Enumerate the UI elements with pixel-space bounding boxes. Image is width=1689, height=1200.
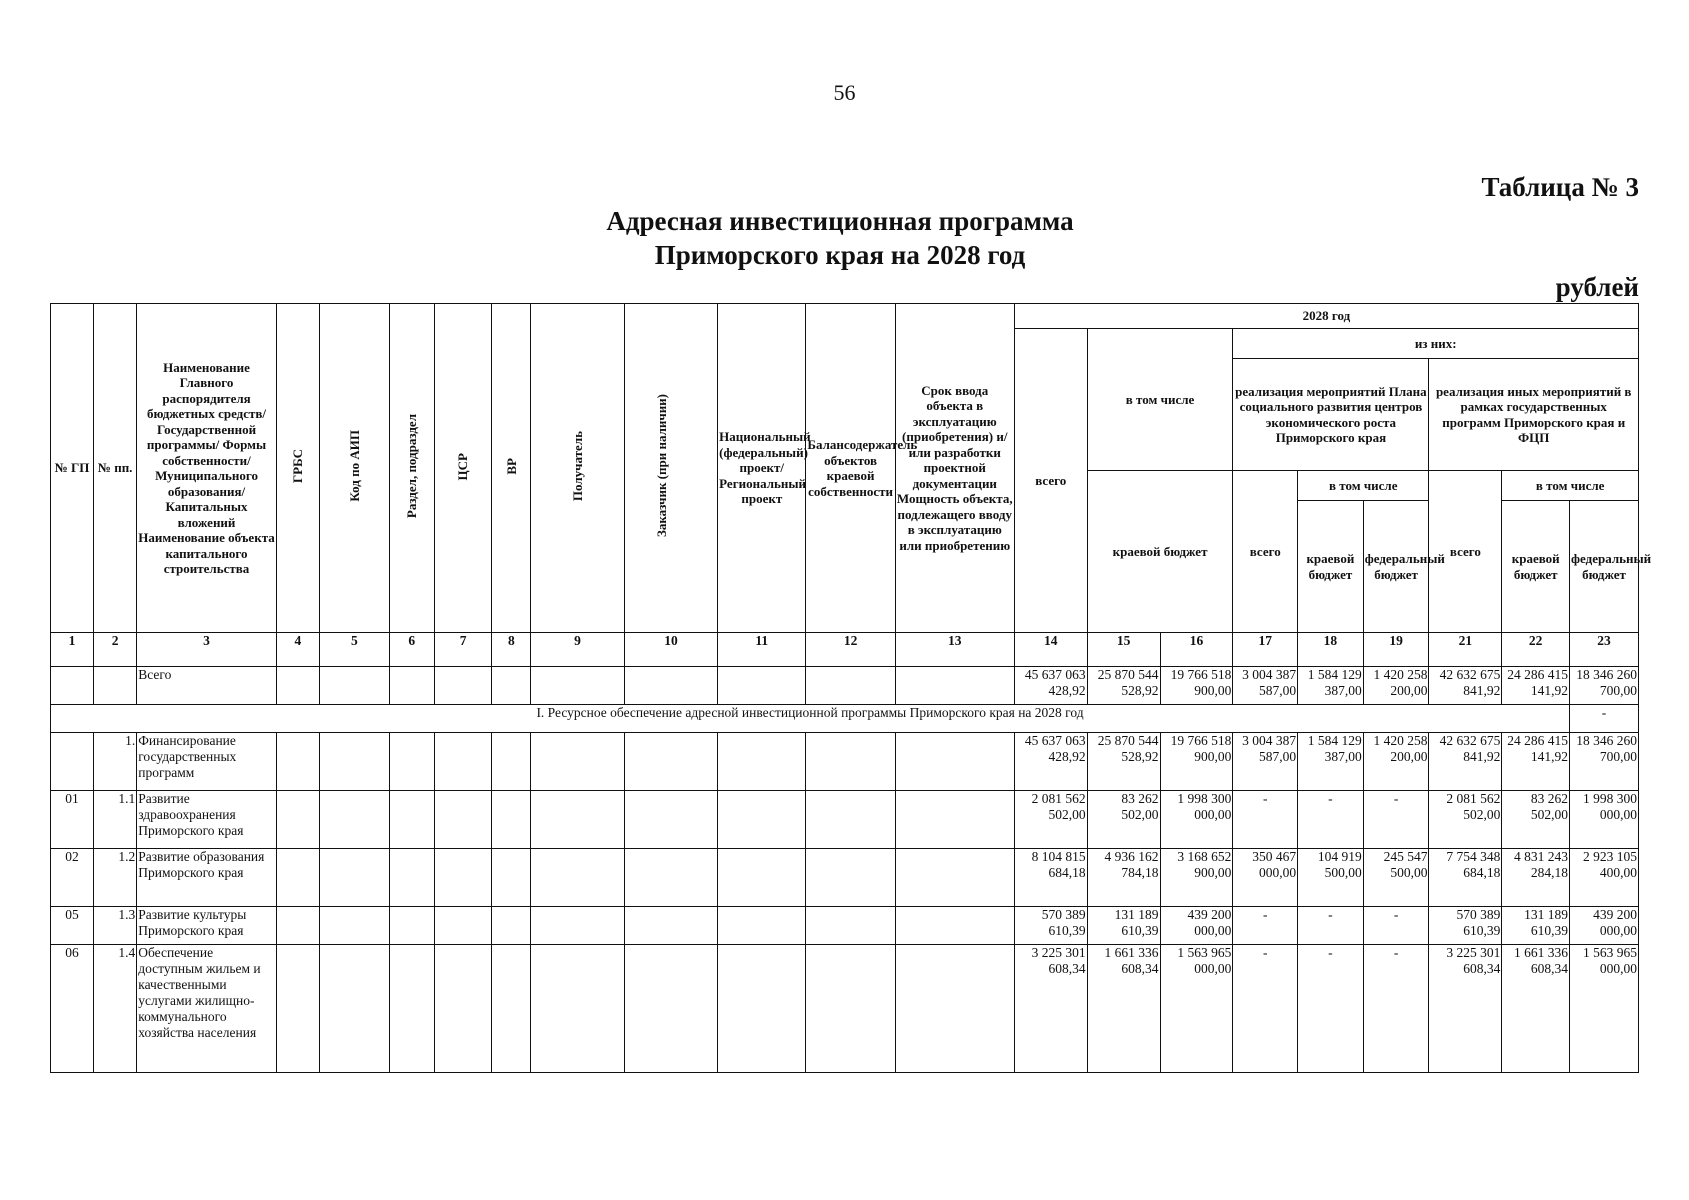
empty-cell	[806, 733, 895, 791]
column-number: 2	[94, 633, 137, 667]
row-pp: 1.3	[94, 907, 137, 945]
row-name: Развитие здравоохранения Приморского края	[137, 791, 277, 849]
row-value: 131 189 610,39	[1087, 907, 1160, 945]
empty-cell	[895, 733, 1014, 791]
table-label: Таблица № 3	[1481, 172, 1639, 202]
row-pp: 1.2	[94, 849, 137, 907]
empty-cell	[718, 791, 806, 849]
column-number: 22	[1502, 633, 1570, 667]
row-value: 2 923 105 400,00	[1570, 849, 1639, 907]
header-inyh: реализация иных мероприятий в рамках государственных программ Приморского края и ФЦП	[1429, 359, 1639, 471]
column-number: 7	[434, 633, 491, 667]
row-value: 7 754 348 684,18	[1429, 849, 1502, 907]
column-number: 21	[1429, 633, 1502, 667]
empty-cell	[434, 849, 491, 907]
column-number: 13	[895, 633, 1014, 667]
row-gp: 05	[51, 907, 94, 945]
row-value: 19 766 518 900,00	[1160, 733, 1233, 791]
row-value: 570 389 610,39	[1429, 907, 1502, 945]
header-name: Наименование Главного распорядителя бюджетных средств/Государственной программы/ Формы собственности/Муниципального образования/Капитальных вложений Наименование объекта капитального строительства	[137, 304, 277, 633]
row-value: 2 081 562 502,00	[1429, 791, 1502, 849]
column-number: 6	[389, 633, 434, 667]
empty-cell	[531, 791, 624, 849]
empty-cell	[276, 733, 319, 791]
row-value: -	[1233, 791, 1298, 849]
row-value: 1 563 965 000,00	[1160, 945, 1233, 1073]
row-value: -	[1363, 945, 1429, 1073]
header-nac-proekt: Национальный (федеральный) проект/ Региональный проект	[718, 304, 806, 633]
header-kraevoi-inyh: краевой бюджет	[1502, 501, 1570, 633]
header-federal-inyh: федеральный бюджет	[1570, 501, 1639, 633]
empty-cell	[276, 907, 319, 945]
empty-cell	[718, 733, 806, 791]
header-razdel: Раздел, подраздел	[389, 304, 434, 633]
empty-cell	[806, 849, 895, 907]
investment-table	[50, 303, 1652, 1073]
header-csr: ЦСР	[434, 304, 491, 633]
empty-cell	[624, 945, 717, 1073]
row-value: 45 637 063 428,92	[1014, 733, 1087, 791]
row-gp: 02	[51, 849, 94, 907]
total-value: 19 766 518 900,00	[1160, 667, 1233, 705]
empty-cell	[389, 791, 434, 849]
empty-cell	[319, 791, 389, 849]
row-value: 1 661 336 608,34	[1087, 945, 1160, 1073]
row-value: 104 919 500,00	[1298, 849, 1364, 907]
empty-cell	[434, 733, 491, 791]
column-number: 3	[137, 633, 277, 667]
row-value: 350 467 000,00	[1233, 849, 1298, 907]
row-value: 439 200 000,00	[1160, 907, 1233, 945]
header-pp: № пп.	[94, 304, 137, 633]
empty-cell	[624, 907, 717, 945]
empty-cell	[319, 945, 389, 1073]
header-vr: ВР	[492, 304, 531, 633]
header-federal-plan: федеральный бюджет	[1363, 501, 1429, 633]
empty-cell	[895, 791, 1014, 849]
empty-cell	[531, 733, 624, 791]
empty-cell	[276, 791, 319, 849]
column-number: 23	[1570, 633, 1639, 667]
empty-cell	[531, 945, 624, 1073]
column-number: 8	[492, 633, 531, 667]
total-value: 45 637 063 428,92	[1014, 667, 1087, 705]
column-number: 10	[624, 633, 717, 667]
row-value: -	[1298, 945, 1364, 1073]
empty-cell	[806, 791, 895, 849]
total-value: 25 870 544 528,92	[1087, 667, 1160, 705]
total-value: 1 420 258 200,00	[1363, 667, 1429, 705]
header-v-tom-chisle: в том числе	[1087, 329, 1233, 471]
row-value: -	[1363, 791, 1429, 849]
empty-cell	[492, 791, 531, 849]
program-row	[51, 945, 1639, 1073]
total-value: 42 632 675 841,92	[1429, 667, 1502, 705]
header-kod-aip: Код по АИП	[319, 304, 389, 633]
row-value: 1 563 965 000,00	[1570, 945, 1639, 1073]
empty-cell	[389, 907, 434, 945]
row-value: -	[1298, 791, 1364, 849]
column-number: 11	[718, 633, 806, 667]
row-value: 42 632 675 841,92	[1429, 733, 1502, 791]
row-gp: 01	[51, 791, 94, 849]
section-heading: I. Ресурсное обеспечение адресной инвестиционной программы Приморского края на 2028 год	[51, 705, 1570, 733]
row-value: 1 998 300 000,00	[1570, 791, 1639, 849]
empty-cell	[389, 849, 434, 907]
header-balans: Балансодержатель объектов краевой собственности	[806, 304, 895, 633]
column-number: 15	[1087, 633, 1160, 667]
total-value: 18 346 260 700,00	[1570, 667, 1639, 705]
column-number: 16	[1160, 633, 1233, 667]
header-plan: реализация мероприятий Плана социального развития центров экономического роста Приморского края	[1233, 359, 1429, 471]
column-number: 9	[531, 633, 624, 667]
empty-cell	[718, 945, 806, 1073]
empty-cell	[531, 907, 624, 945]
row-value: -	[1298, 907, 1364, 945]
row-value: -	[1233, 907, 1298, 945]
row-value: 570 389 610,39	[1014, 907, 1087, 945]
empty-cell	[895, 849, 1014, 907]
document-title	[520, 204, 1160, 272]
empty-cell	[492, 907, 531, 945]
row-value: 24 286 415 141,92	[1502, 733, 1570, 791]
empty-cell	[895, 945, 1014, 1073]
row-gp	[51, 733, 94, 791]
empty-cell	[624, 849, 717, 907]
header-grbs: ГРБС	[276, 304, 319, 633]
empty-cell	[319, 849, 389, 907]
column-number: 1	[51, 633, 94, 667]
title-line-1: Адресная инвестиционная программа	[606, 206, 1074, 236]
column-number: 4	[276, 633, 319, 667]
header-v-tom-chisle-plan: в том числе	[1298, 471, 1429, 501]
empty-cell	[718, 849, 806, 907]
column-number: 14	[1014, 633, 1087, 667]
empty-cell	[806, 907, 895, 945]
row-name: Обеспечение доступным жильем и качественными услугами жилищно-коммунального хозяйства населения	[137, 945, 277, 1073]
header-kraevoi-plan: краевой бюджет	[1298, 501, 1364, 633]
section-row	[51, 705, 1639, 733]
empty-cell	[624, 791, 717, 849]
row-value: 83 262 502,00	[1087, 791, 1160, 849]
empty-cell	[718, 907, 806, 945]
row-pp: 1.1	[94, 791, 137, 849]
empty-cell	[276, 849, 319, 907]
empty-cell	[389, 733, 434, 791]
row-pp: 1.4	[94, 945, 137, 1073]
row-value: 25 870 544 528,92	[1087, 733, 1160, 791]
row-value: 131 189 610,39	[1502, 907, 1570, 945]
row-value: 1 420 258 200,00	[1363, 733, 1429, 791]
program-rows	[51, 733, 1639, 1073]
empty-cell	[806, 945, 895, 1073]
column-number: 19	[1363, 633, 1429, 667]
column-number: 12	[806, 633, 895, 667]
header-kraevoi-1: краевой бюджет	[1087, 471, 1233, 633]
row-value: 1 584 129 387,00	[1298, 733, 1364, 791]
row-value: 3 168 652 900,00	[1160, 849, 1233, 907]
empty-cell	[492, 849, 531, 907]
row-value: -	[1363, 907, 1429, 945]
row-value: -	[1233, 945, 1298, 1073]
column-number: 17	[1233, 633, 1298, 667]
row-pp: 1.	[94, 733, 137, 791]
row-value: 18 346 260 700,00	[1570, 733, 1639, 791]
row-name: Развитие образования Приморского края	[137, 849, 277, 907]
row-value: 1 661 336 608,34	[1502, 945, 1570, 1073]
empty-cell	[276, 945, 319, 1073]
empty-cell	[319, 907, 389, 945]
row-name: Финансирование государственных программ	[137, 733, 277, 791]
total-row	[51, 667, 1639, 705]
row-value: 245 547 500,00	[1363, 849, 1429, 907]
empty-cell	[492, 733, 531, 791]
header-iz-nih: из них:	[1233, 329, 1639, 359]
section-tail: -	[1570, 705, 1639, 733]
row-value: 3 225 301 608,34	[1429, 945, 1502, 1073]
header-vsego-inyh: всего	[1429, 471, 1502, 633]
units-label: рублей	[1555, 272, 1639, 302]
row-value: 439 200 000,00	[1570, 907, 1639, 945]
empty-cell	[895, 907, 1014, 945]
row-gp: 06	[51, 945, 94, 1073]
page-number: 56	[833, 80, 856, 105]
total-value: 1 584 129 387,00	[1298, 667, 1364, 705]
header-srok: Срок ввода объекта в эксплуатацию (приобретения) и/или разработки проектной документации Мощность объекта, подлежащего вводу в эксплуатацию или приобретению	[895, 304, 1014, 633]
row-value: 4 936 162 784,18	[1087, 849, 1160, 907]
title-line-2: Приморского края на 2028 год	[654, 240, 1026, 270]
total-label: Всего	[137, 667, 277, 705]
row-value: 83 262 502,00	[1502, 791, 1570, 849]
empty-cell	[434, 791, 491, 849]
empty-cell	[434, 907, 491, 945]
program-row	[51, 849, 1639, 907]
empty-cell	[389, 945, 434, 1073]
row-value: 3 225 301 608,34	[1014, 945, 1087, 1073]
row-name: Развитие культуры Приморского края	[137, 907, 277, 945]
row-value: 3 004 387 587,00	[1233, 733, 1298, 791]
total-value: 24 286 415 141,92	[1502, 667, 1570, 705]
program-row	[51, 791, 1639, 849]
empty-cell	[531, 849, 624, 907]
empty-cell	[624, 733, 717, 791]
row-value: 8 104 815 684,18	[1014, 849, 1087, 907]
row-value: 2 081 562 502,00	[1014, 791, 1087, 849]
empty-cell	[492, 945, 531, 1073]
empty-cell	[434, 945, 491, 1073]
row-value: 1 998 300 000,00	[1160, 791, 1233, 849]
program-row	[51, 907, 1639, 945]
empty-cell	[319, 733, 389, 791]
column-number: 18	[1298, 633, 1364, 667]
column-number-row	[51, 633, 1639, 667]
column-number: 5	[319, 633, 389, 667]
header-year: 2028 год	[1014, 304, 1638, 329]
total-value: 3 004 387 587,00	[1233, 667, 1298, 705]
header-v-tom-chisle-inyh: в том числе	[1502, 471, 1639, 501]
header-gp: № ГП	[51, 304, 94, 633]
header-vsego: всего	[1014, 329, 1087, 633]
header-poluchatel: Получатель	[531, 304, 624, 633]
header-zakazchik: Заказчик (при наличии)	[624, 304, 717, 633]
program-row	[51, 733, 1639, 791]
row-value: 4 831 243 284,18	[1502, 849, 1570, 907]
header-vsego-plan: всего	[1233, 471, 1298, 633]
